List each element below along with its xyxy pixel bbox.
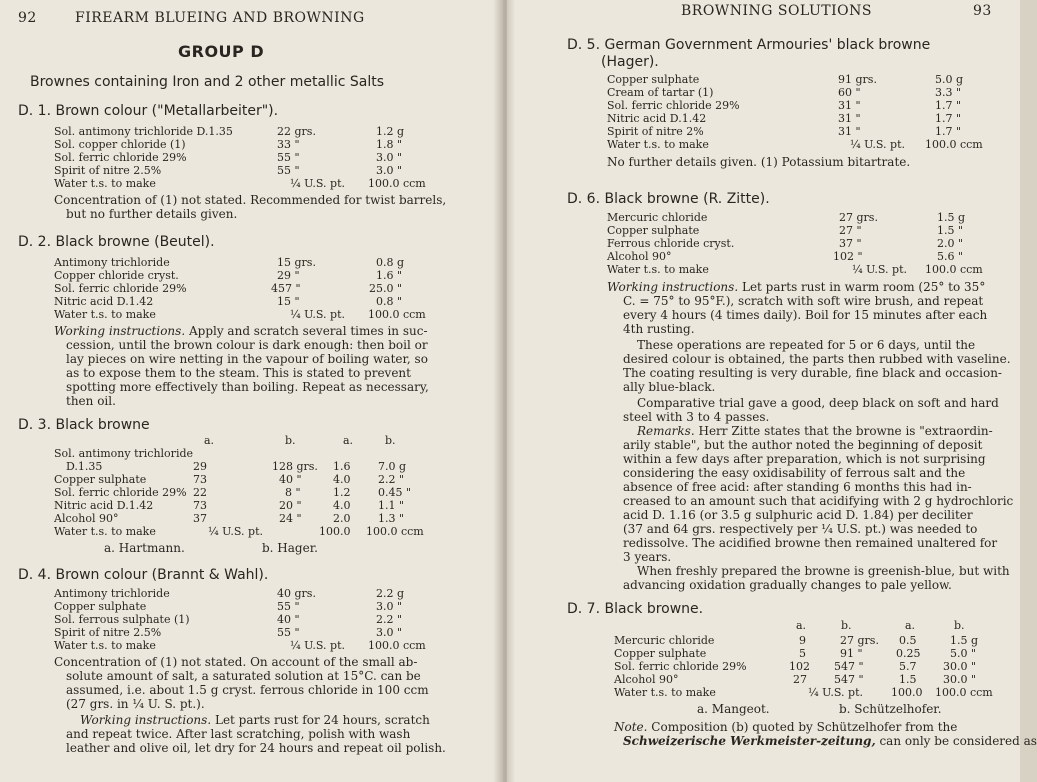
d7-a-metric: 5.7 <box>899 660 917 673</box>
d5-grains: 91 grs. <box>838 73 877 86</box>
d4-grains: 40 " <box>277 613 300 626</box>
d1-grains: 22 grs. <box>277 125 316 138</box>
d4-note-line: (27 grs. in ¼ U. S. pt.). <box>66 697 205 711</box>
d7-b-grains: 547 " <box>834 660 864 673</box>
d2-ingredient: Nitric acid D.1.42 <box>54 295 154 308</box>
d7-a-metric: 100.0 <box>891 686 923 699</box>
d4-note-line: solute amount of salt, a saturated solution at 15°C. can be <box>66 669 421 683</box>
wi-text: Apply and scratch several times in suc- <box>188 324 428 338</box>
d3-a-metric: 100.0 <box>319 525 351 538</box>
d2-ingredient: Sol. ferric chloride 29% <box>54 282 187 295</box>
d4-grains: 55 " <box>277 626 300 639</box>
d1-grains: 55 " <box>277 164 300 177</box>
d3-ingredient: Nitric acid D.1.42 <box>54 499 154 512</box>
d3-a-grains: 29 <box>193 460 207 473</box>
d6-paragraph-line: Comparative trial gave a good, deep black on soft and hard <box>637 396 999 410</box>
d6-remarks-line: absence of free acid: after standing 6 months this had in- <box>623 480 972 494</box>
d5-ingredient: Sol. ferric chloride 29% <box>607 99 740 112</box>
d4-grains: 40 grs. <box>277 587 316 600</box>
d4-ingredient: Copper sulphate <box>54 600 147 613</box>
d3-b-metric: 100.0 ccm <box>366 525 424 538</box>
wi-label: Working instructions. <box>607 280 739 294</box>
d5-metric: 1.7 " <box>935 112 962 125</box>
d6-paragraph-line: advancing oxidation gradually changes to pale yellow. <box>623 578 952 592</box>
d2-grains: ¼ U.S. pt. <box>290 308 346 321</box>
d5-ingredient: Spirit of nitre 2% <box>607 125 704 138</box>
d3-b-grains: 40 " <box>279 473 302 486</box>
d7-a-metric: 0.5 <box>899 634 917 647</box>
d6-remarks-line: redissolve. The acidified browne then remained unaltered for <box>623 536 998 550</box>
d6-wi-line: C. = 75° to 95°F.), scratch with soft wire brush, and repeat <box>623 294 984 308</box>
d4-note-line: Concentration of (1) not stated. On account of the small ab- <box>54 655 418 669</box>
d7-ingredient: Alcohol 90° <box>614 673 679 686</box>
d2-grains: 457 " <box>271 282 301 295</box>
d6-paragraph-line: These operations are repeated for 5 or 6 days, until the <box>637 338 976 352</box>
d7-note <box>614 720 957 734</box>
d5-ingredient: Cream of tartar (1) <box>607 86 714 99</box>
d3-source-a: a. Hartmann. <box>104 541 185 555</box>
d6-ingredient: Water t.s. to make <box>607 263 709 276</box>
remarks-text: Herr Zitte states that the browne is "extraordin- <box>698 424 993 438</box>
d4-metric: 3.0 " <box>376 626 403 639</box>
d2-wi-line: then oil. <box>66 394 116 408</box>
d7-b-metric: 30.0 " <box>943 660 977 673</box>
d2-title: D. 2. Black browne (Beutel). <box>18 234 215 250</box>
d3-b-grains: 128 grs. <box>272 460 318 473</box>
d6-metric: 5.6 " <box>937 250 964 263</box>
d1-note-line: Concentration of (1) not stated. Recommended for twist barrels, <box>54 193 447 207</box>
d2-ingredient: Water t.s. to make <box>54 308 156 321</box>
d1-ingredient: Spirit of nitre 2.5% <box>54 164 162 177</box>
d3-b-metric: 0.45 " <box>378 486 412 499</box>
d7-b-grains: 547 " <box>834 673 864 686</box>
d3-ingredient: Sol. antimony trichloride <box>54 447 194 460</box>
d3-a-grains: ¼ U.S. pt. <box>208 525 264 538</box>
d6-metric: 100.0 ccm <box>925 263 983 276</box>
d6-metric: 1.5 " <box>937 224 964 237</box>
d5-grains: 31 " <box>838 112 861 125</box>
d3-a-metric: 1.2 <box>333 486 351 499</box>
d7-a-grains: 102 <box>789 660 810 673</box>
d3-a-metric: 4.0 <box>333 499 351 512</box>
d2-working-instructions <box>54 324 428 338</box>
d3-ingredient: Copper sulphate <box>54 473 147 486</box>
d6-wi-line: 4th rusting. <box>623 322 695 336</box>
d7-a-metric: 1.5 <box>899 673 917 686</box>
d3-a-grains: 73 <box>193 473 207 486</box>
d7-b-grains: 91 " <box>840 647 863 660</box>
d7-source-a: a. Mangeot. <box>697 702 770 716</box>
d7-col-header: b. <box>841 619 852 632</box>
d6-paragraph-line: desired colour is obtained, the parts then rubbed with vaseline. <box>623 352 1011 366</box>
d7-b-metric: 1.5 g <box>950 634 979 647</box>
d6-ingredient: Mercuric chloride <box>607 211 708 224</box>
d3-col-header: a. <box>204 434 215 447</box>
d6-title: D. 6. Black browne (R. Zitte). <box>567 191 770 207</box>
d4-ingredient: Antimony trichloride <box>54 587 170 600</box>
d7-source-b: b. Schützelhofer. <box>839 702 942 716</box>
d6-paragraph-line: The coating resulting is very durable, fine black and occasion- <box>623 366 1002 380</box>
d7-a-grains: 27 <box>793 673 807 686</box>
d4-metric: 2.2 g <box>376 587 405 600</box>
d1-ingredient: Sol. ferric chloride 29% <box>54 151 187 164</box>
d3-col-header: b. <box>385 434 396 447</box>
d5-metric: 100.0 ccm <box>925 138 983 151</box>
d6-working-instructions <box>607 280 985 294</box>
d6-metric: 1.5 g <box>937 211 966 224</box>
d3-b-grains: 20 " <box>279 499 302 512</box>
d6-remarks-line: 3 years. <box>623 550 672 564</box>
d2-wi-line: lay pieces on wire netting in the vapour of boiling water, so <box>66 352 428 366</box>
d2-metric: 1.6 " <box>376 269 403 282</box>
d1-grains: 55 " <box>277 151 300 164</box>
d3-a-metric: 4.0 <box>333 473 351 486</box>
d3-col-header: b. <box>285 434 296 447</box>
d3-b-grains: 8 " <box>285 486 301 499</box>
d2-metric: 0.8 " <box>376 295 403 308</box>
d1-note-line: but no further details given. <box>66 207 238 221</box>
d4-working-instructions <box>80 713 430 727</box>
d7-note-cont <box>623 734 1037 748</box>
group-subtitle: Brownes containing Iron and 2 other metallic Salts <box>30 74 384 90</box>
right-page <box>507 0 1037 782</box>
d1-title: D. 1. Brown colour ("Metallarbeiter"). <box>18 103 279 119</box>
d7-a-grains: 9 <box>799 634 806 647</box>
wi-text: Let parts rust in warm room (25° to 35° <box>741 280 986 294</box>
d1-ingredient: Sol. copper chloride (1) <box>54 138 186 151</box>
d6-grains: 27 " <box>839 224 862 237</box>
d7-b-metric: 5.0 " <box>950 647 977 660</box>
d5-grains: ¼ U.S. pt. <box>850 138 906 151</box>
d4-metric: 100.0 ccm <box>368 639 426 652</box>
wi-label: Working instructions. <box>54 324 186 338</box>
d1-metric: 100.0 ccm <box>368 177 426 190</box>
d2-metric: 25.0 " <box>369 282 403 295</box>
d6-ingredient: Copper sulphate <box>607 224 700 237</box>
d4-grains: ¼ U.S. pt. <box>290 639 346 652</box>
running-header: BROWNING SOLUTIONS <box>681 3 872 19</box>
d7-a-grains: ¼ U.S. pt. <box>808 686 864 699</box>
d7-title: D. 7. Black browne. <box>567 601 704 617</box>
d1-metric: 1.8 " <box>376 138 403 151</box>
d7-b-grains: 27 grs. <box>840 634 879 647</box>
d7-col-header: b. <box>954 619 965 632</box>
running-header: FIREARM BLUEING AND BROWNING <box>75 10 365 26</box>
d5-grains: 31 " <box>838 99 861 112</box>
d7-a-grains: 5 <box>799 647 806 660</box>
d5-title: D. 5. German Government Armouries' black browne <box>567 37 931 53</box>
d3-ingredient: Water t.s. to make <box>54 525 156 538</box>
d7-col-header: a. <box>796 619 807 632</box>
d4-ingredient: Water t.s. to make <box>54 639 156 652</box>
d5-ingredient: Nitric acid D.1.42 <box>607 112 707 125</box>
d6-remarks-line: creased to an amount such that acidifying with 2 g hydrochloric <box>623 494 1014 508</box>
d2-wi-line: cession, until the brown colour is dark enough: then boil or <box>66 338 428 352</box>
d4-ingredient: Spirit of nitre 2.5% <box>54 626 162 639</box>
d1-ingredient: Water t.s. to make <box>54 177 156 190</box>
d2-metric: 0.8 g <box>376 256 405 269</box>
d1-metric: 3.0 " <box>376 164 403 177</box>
d6-wi-line: every 4 hours (4 times daily). Boil for 15 minutes after each <box>623 308 988 322</box>
note-text: Composition (b) quoted by Schützelhofer from the <box>651 720 958 734</box>
d1-metric: 3.0 " <box>376 151 403 164</box>
d7-ingredient: Mercuric chloride <box>614 634 715 647</box>
wi-text: Let parts rust for 24 hours, scratch <box>214 713 430 727</box>
wi-label: Working instructions. <box>80 713 212 727</box>
d4-wi-line: leather and olive oil, let dry for 24 hours and repeat oil polish. <box>66 741 446 755</box>
d6-ingredient: Alcohol 90° <box>607 250 672 263</box>
d6-grains: 102 " <box>833 250 863 263</box>
d2-grains: 15 " <box>277 295 300 308</box>
d1-grains: 33 " <box>277 138 300 151</box>
d1-ingredient: Sol. antimony trichloride D.1.35 <box>54 125 233 138</box>
d6-remarks-line: (37 and 64 grs. respectively per ¼ U.S. pt.) was needed to <box>623 522 978 536</box>
d1-grains: ¼ U.S. pt. <box>290 177 346 190</box>
d6-remarks-line: within a few days after preparation, which is not surprising <box>623 452 986 466</box>
d3-b-grains: 24 " <box>279 512 302 525</box>
d2-ingredient: Copper chloride cryst. <box>54 269 179 282</box>
d6-remarks-line: considering the easy oxidisability of ferrous salt and the <box>623 466 966 480</box>
note-tail: can only be considered as <box>879 734 1037 748</box>
d5-ingredient: Copper sulphate <box>607 73 700 86</box>
page-number: 92 <box>18 10 37 26</box>
d4-ingredient: Sol. ferrous sulphate (1) <box>54 613 190 626</box>
d1-metric: 1.2 g <box>376 125 405 138</box>
d6-remarks <box>637 424 993 438</box>
d6-remarks-line: arily stable", but the author noted the beginning of deposit <box>623 438 983 452</box>
d6-remarks-line: acid D. 1.16 (or 3.5 g sulphuric acid D. 1.84) per deciliter <box>623 508 973 522</box>
d7-col-header: a. <box>905 619 916 632</box>
d4-metric: 3.0 " <box>376 600 403 613</box>
book-gutter <box>493 0 515 782</box>
d5-ingredient: Water t.s. to make <box>607 138 709 151</box>
d3-col-header: a. <box>343 434 354 447</box>
d3-a-metric: 1.6 <box>333 460 351 473</box>
d6-grains: ¼ U.S. pt. <box>852 263 908 276</box>
left-page <box>0 0 505 782</box>
d3-b-metric: 7.0 g <box>378 460 407 473</box>
d3-source-b: b. Hager. <box>262 541 318 555</box>
d2-ingredient: Antimony trichloride <box>54 256 170 269</box>
d2-wi-line: as to expose them to the steam. This is stated to prevent <box>66 366 411 380</box>
d5-grains: 31 " <box>838 125 861 138</box>
d6-metric: 2.0 " <box>937 237 964 250</box>
d5-grains: 60 " <box>838 86 861 99</box>
d5-title-cont: (Hager). <box>601 54 659 70</box>
d4-note-line: assumed, i.e. about 1.5 g cryst. ferrous chloride in 100 ccm <box>66 683 429 697</box>
d7-ingredient: Water t.s. to make <box>614 686 716 699</box>
d6-paragraph-line: When freshly prepared the browne is greenish-blue, but with <box>637 564 1010 578</box>
d3-ingredient: Alcohol 90° <box>54 512 119 525</box>
note-label: Note. <box>614 720 648 734</box>
d5-metric: 1.7 " <box>935 125 962 138</box>
d7-a-metric: 0.25 <box>896 647 921 660</box>
d3-b-metric: 2.2 " <box>378 473 405 486</box>
d3-a-grains: 22 <box>193 486 207 499</box>
d3-title: D. 3. Black browne <box>18 417 150 433</box>
group-title: GROUP D <box>178 42 265 61</box>
d3-b-metric: 1.3 " <box>378 512 405 525</box>
d6-paragraph-line: ally blue-black. <box>623 380 716 394</box>
page-number: 93 <box>973 3 992 19</box>
d5-metric: 3.3 " <box>935 86 962 99</box>
d6-ingredient: Ferrous chloride cryst. <box>607 237 735 250</box>
d3-a-grains: 37 <box>193 512 207 525</box>
d2-metric: 100.0 ccm <box>368 308 426 321</box>
d6-grains: 27 grs. <box>839 211 878 224</box>
d3-b-metric: 1.1 " <box>378 499 405 512</box>
d3-a-grains: 73 <box>193 499 207 512</box>
d4-metric: 2.2 " <box>376 613 403 626</box>
d3-a-metric: 2.0 <box>333 512 351 525</box>
d3-ingredient: Sol. ferric chloride 29% <box>54 486 187 499</box>
d7-b-metric: 30.0 " <box>943 673 977 686</box>
d5-metric: 1.7 " <box>935 99 962 112</box>
d7-b-metric: 100.0 ccm <box>935 686 993 699</box>
d7-ingredient: Sol. ferric chloride 29% <box>614 660 747 673</box>
d3-ingredient: D.1.35 <box>66 460 103 473</box>
d4-title: D. 4. Brown colour (Brannt & Wahl). <box>18 567 269 583</box>
d4-grains: 55 " <box>277 600 300 613</box>
journal-name: Schweizerische Werkmeister-zeitung, <box>623 734 876 748</box>
d2-grains: 15 grs. <box>277 256 316 269</box>
d2-wi-line: spotting more effectively than boiling. Repeat as necessary, <box>66 380 429 394</box>
d5-note: No further details given. (1) Potassium bitartrate. <box>607 155 911 169</box>
d2-grains: 29 " <box>277 269 300 282</box>
d7-ingredient: Copper sulphate <box>614 647 707 660</box>
d5-metric: 5.0 g <box>935 73 964 86</box>
remarks-label: Remarks. <box>637 424 695 438</box>
d4-wi-line: and repeat twice. After last scratching, polish with wash <box>66 727 411 741</box>
d6-grains: 37 " <box>839 237 862 250</box>
d6-paragraph-line: steel with 3 to 4 passes. <box>623 410 770 424</box>
